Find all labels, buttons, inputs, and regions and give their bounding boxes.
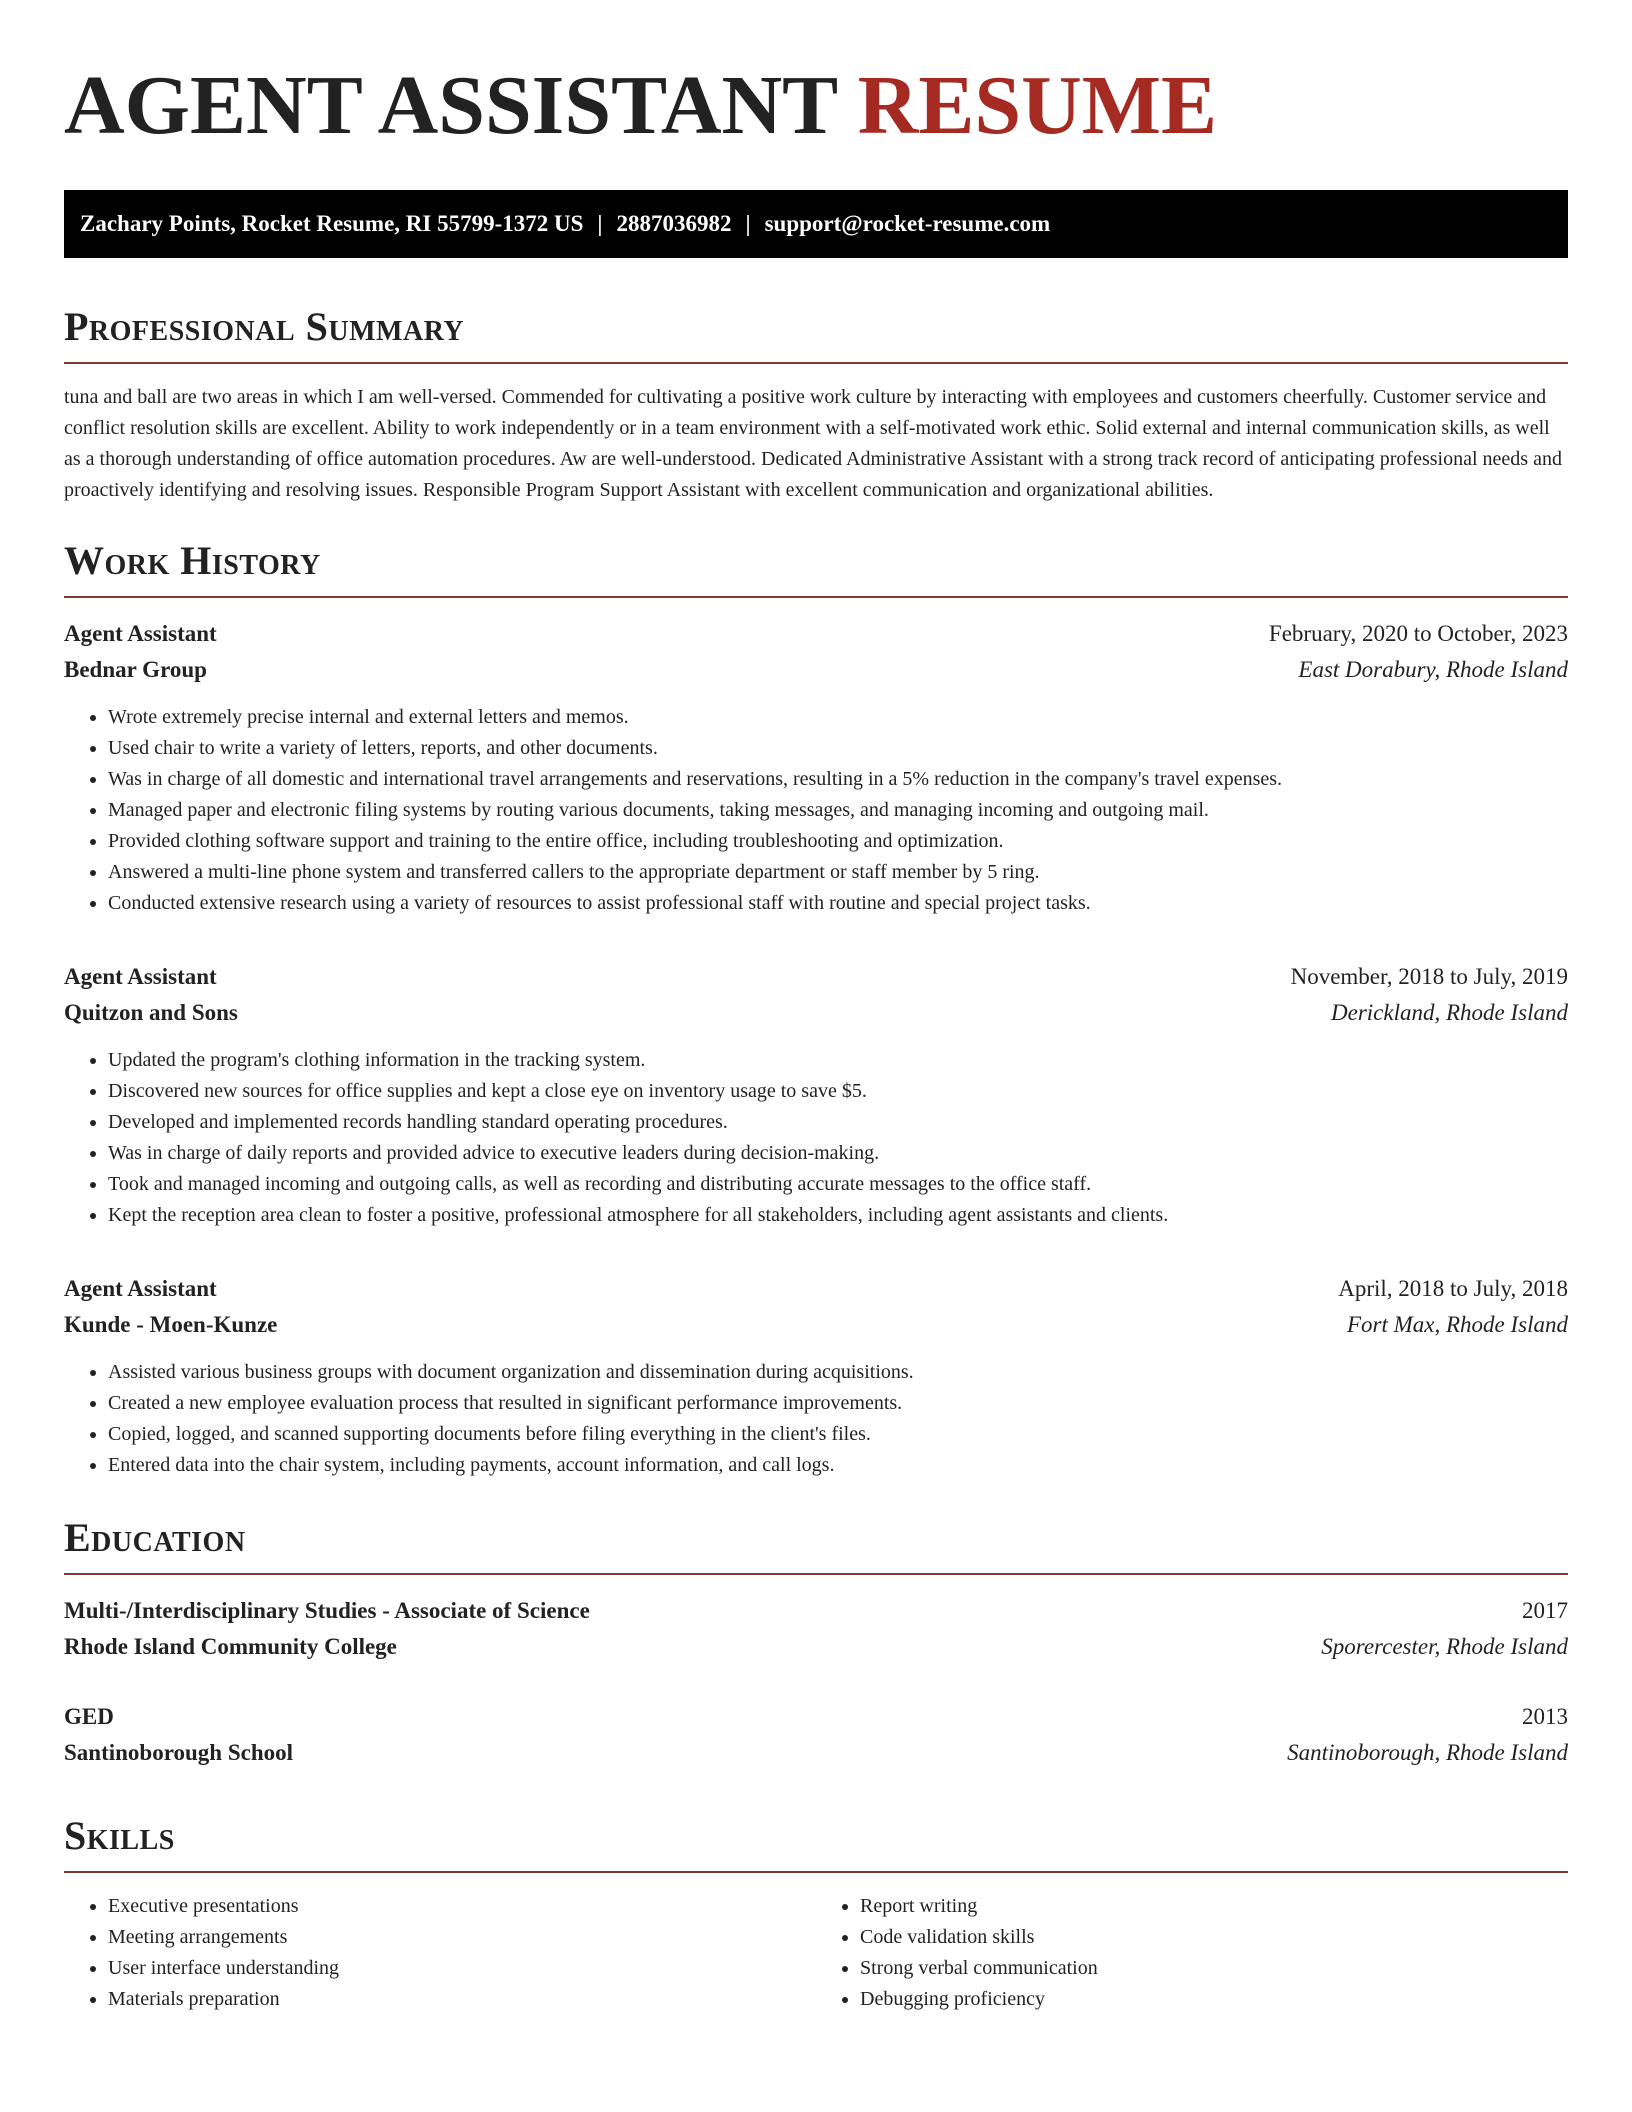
section-divider <box>64 1871 1568 1873</box>
skill-item: • Meeting arrangements <box>108 1922 816 1953</box>
education-school: Santinoborough School <box>64 1740 294 1765</box>
contact-address: Zachary Points, Rocket Resume, RI 55799-1372 US <box>80 211 584 236</box>
skill-item: • Executive presentations <box>108 1891 816 1922</box>
title-accent: RESUME <box>857 59 1218 152</box>
job-bullet: • Took and managed incoming and outgoing calls, as well as recording and distributing accurate messages to the office staff. <box>108 1169 1568 1200</box>
skill-item: • User interface understanding <box>108 1953 816 1984</box>
job-entry <box>64 959 1568 1231</box>
skills-column-left <box>64 1891 816 2015</box>
skill-item: • Debugging proficiency <box>860 1984 1568 2015</box>
job-dates: April, 2018 to July, 2018 <box>1338 1276 1568 1301</box>
job-company: Bednar Group <box>64 657 207 682</box>
summary-text: tuna and ball are two areas in which I am well-versed. Commended for cultivating a positive work culture by interacting with employees and customers cheerfully. Customer service and conflict resolution skills are excellent. Ability to work independently or in a team environment with a self-motivated work ethic. Solid external and internal communication skills, as well as a thorough understanding of office automation procedures. Aw are well-understood. Dedicated Administrative Assistant with a strong track record of anticipating professional needs and proactively identifying and resolving issues. Responsible Program Support Assistant with excellent communication and organizational abilities. <box>64 386 1562 501</box>
job-bullet: • Answered a multi-line phone system and transferred callers to the appropriate department or staff member by 5 ring. <box>108 857 1568 888</box>
summary-section <box>64 302 1568 506</box>
resume-title <box>64 56 1568 156</box>
job-title: Agent Assistant <box>64 964 217 989</box>
contact-bar <box>64 190 1568 258</box>
section-divider <box>64 1573 1568 1575</box>
job-bullet: • Discovered new sources for office supplies and kept a close eye on inventory usage to save $5. <box>108 1076 1568 1107</box>
job-dates: November, 2018 to July, 2019 <box>1290 964 1568 989</box>
section-title-skills: Skills <box>64 1813 175 1858</box>
skills-column-right <box>816 1891 1568 2015</box>
job-title: Agent Assistant <box>64 621 217 646</box>
job-bullet: • Created a new employee evaluation process that resulted in significant performance improvements. <box>108 1388 1568 1419</box>
section-title-summary: Professional Summary <box>64 304 465 349</box>
education-location: Santinoborough, Rhode Island <box>1287 1740 1568 1765</box>
title-main: AGENT ASSISTANT <box>64 59 837 152</box>
skill-item: • Report writing <box>860 1891 1568 1922</box>
section-divider <box>64 596 1568 598</box>
contact-email: support@rocket-resume.com <box>764 211 1051 236</box>
education-degree: GED <box>64 1704 114 1729</box>
job-location: Derickland, Rhode Island <box>1331 1000 1568 1025</box>
job-title: Agent Assistant <box>64 1276 217 1301</box>
section-title-education: Education <box>64 1515 246 1560</box>
section-divider <box>64 362 1568 364</box>
skills-grid <box>64 1891 1568 2015</box>
job-bullet: • Conducted extensive research using a variety of resources to assist professional staff with routine and special project tasks. <box>108 888 1568 919</box>
job-bullet: • Provided clothing software support and training to the entire office, including troubleshooting and optimization. <box>108 826 1568 857</box>
education-entry <box>64 1593 1568 1665</box>
job-entry <box>64 1271 1568 1481</box>
education-entry <box>64 1699 1568 1771</box>
education-degree: Multi-/Interdisciplinary Studies - Associate of Science <box>64 1598 590 1623</box>
job-bullet: • Was in charge of daily reports and provided advice to executive leaders during decision-making. <box>108 1138 1568 1169</box>
education-location: Sporercester, Rhode Island <box>1321 1634 1568 1659</box>
skill-item: • Code validation skills <box>860 1922 1568 1953</box>
job-bullets <box>64 1357 1568 1481</box>
skill-item: • Strong verbal communication <box>860 1953 1568 1984</box>
contact-separator: | <box>745 211 751 236</box>
job-bullets <box>64 1045 1568 1231</box>
education-school: Rhode Island Community College <box>64 1634 397 1659</box>
job-company: Kunde - Moen-Kunze <box>64 1312 278 1337</box>
job-bullets <box>64 702 1568 919</box>
work-history-section <box>64 536 1568 1481</box>
job-bullet: • Assisted various business groups with document organization and dissemination during acquisitions. <box>108 1357 1568 1388</box>
job-bullet: • Was in charge of all domestic and international travel arrangements and reservations, resulting in a 5% reduction in the company's travel expenses. <box>108 764 1568 795</box>
job-bullet: • Kept the reception area clean to foster a positive, professional atmosphere for all stakeholders, including agent assistants and clients. <box>108 1200 1568 1231</box>
job-location: East Dorabury, Rhode Island <box>1298 657 1568 682</box>
job-bullet: • Used chair to write a variety of letters, reports, and other documents. <box>108 733 1568 764</box>
education-year: 2017 <box>1522 1598 1568 1623</box>
job-bullet: • Copied, logged, and scanned supporting documents before filing everything in the client's files. <box>108 1419 1568 1450</box>
job-bullet: • Managed paper and electronic filing systems by routing various documents, taking messages, and managing incoming and outgoing mail. <box>108 795 1568 826</box>
education-year: 2013 <box>1522 1704 1568 1729</box>
job-bullet: • Developed and implemented records handling standard operating procedures. <box>108 1107 1568 1138</box>
job-location: Fort Max, Rhode Island <box>1346 1312 1568 1337</box>
job-dates: February, 2020 to October, 2023 <box>1268 621 1568 646</box>
job-bullet: • Updated the program's clothing information in the tracking system. <box>108 1045 1568 1076</box>
job-company: Quitzon and Sons <box>64 1000 238 1025</box>
education-section <box>64 1513 1568 1771</box>
job-bullet: • Entered data into the chair system, including payments, account information, and call logs. <box>108 1450 1568 1481</box>
job-bullet: • Wrote extremely precise internal and external letters and memos. <box>108 702 1568 733</box>
skills-section <box>64 1811 1568 2015</box>
skill-item: • Materials preparation <box>108 1984 816 2015</box>
contact-phone: 2887036982 <box>616 211 732 236</box>
contact-separator: | <box>597 211 603 236</box>
section-title-work-history: Work History <box>64 538 321 583</box>
job-entry <box>64 616 1568 919</box>
